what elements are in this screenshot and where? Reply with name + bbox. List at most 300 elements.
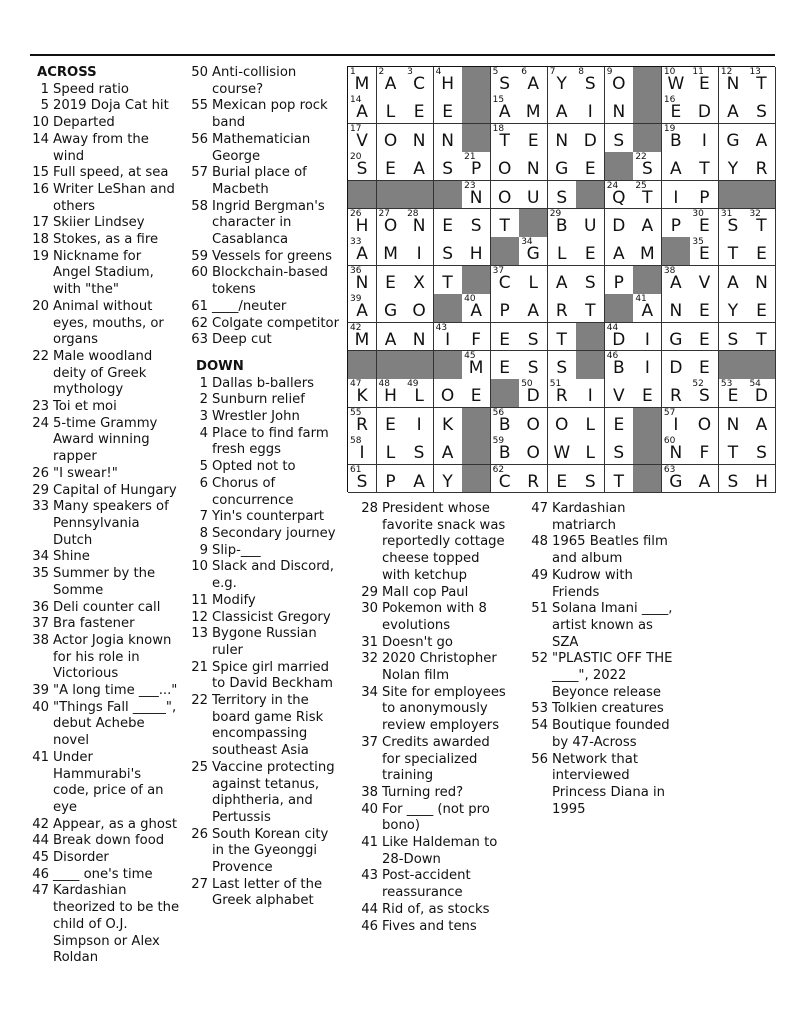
cell-letter: R <box>356 414 368 435</box>
grid-cell[interactable] <box>548 181 577 210</box>
grid-cell[interactable] <box>462 209 491 238</box>
down-clue[interactable] <box>356 802 508 835</box>
grid-cell[interactable] <box>719 294 748 323</box>
grid-cell[interactable] <box>690 351 719 380</box>
down-clue[interactable] <box>356 835 508 868</box>
grid-cell[interactable] <box>405 95 434 124</box>
down-clue[interactable] <box>190 559 340 592</box>
down-clue[interactable] <box>356 635 508 652</box>
grid-cell[interactable] <box>491 67 520 96</box>
grid-cell[interactable] <box>576 237 605 266</box>
grid-cell[interactable] <box>405 408 434 437</box>
across-clue[interactable] <box>190 98 340 131</box>
grid-cell[interactable] <box>519 67 548 96</box>
grid-cell[interactable] <box>377 379 406 408</box>
down-clue[interactable] <box>190 760 340 827</box>
across-clue[interactable] <box>190 249 340 266</box>
grid-cell[interactable] <box>434 436 463 465</box>
down-clue[interactable] <box>356 601 508 634</box>
black-square <box>434 181 463 210</box>
grid-cell[interactable] <box>633 152 662 181</box>
grid-cell[interactable] <box>491 294 520 323</box>
grid-cell[interactable] <box>576 266 605 295</box>
across-clue[interactable] <box>31 700 181 750</box>
down-clue[interactable] <box>190 392 340 409</box>
down-clue[interactable] <box>190 459 340 476</box>
grid-cell[interactable] <box>434 152 463 181</box>
grid-cell[interactable] <box>548 209 577 238</box>
across-clue[interactable] <box>190 316 340 333</box>
grid-cell[interactable] <box>719 95 748 124</box>
grid-cell[interactable] <box>633 351 662 380</box>
grid-cell[interactable] <box>348 465 377 494</box>
grid-cell[interactable] <box>491 323 520 352</box>
grid-cell[interactable] <box>605 436 634 465</box>
grid-cell[interactable] <box>519 266 548 295</box>
grid-cell[interactable] <box>491 152 520 181</box>
grid-cell[interactable] <box>405 379 434 408</box>
grid-cell[interactable] <box>434 379 463 408</box>
down-clue[interactable] <box>190 409 340 426</box>
cell-letter: O <box>526 414 540 435</box>
grid-cell[interactable] <box>548 408 577 437</box>
across-clue[interactable] <box>31 549 181 566</box>
across-clue[interactable] <box>31 817 181 834</box>
grid-cell[interactable] <box>747 465 776 494</box>
grid-cell[interactable] <box>690 181 719 210</box>
grid-cell[interactable] <box>462 351 491 380</box>
grid-cell[interactable] <box>690 408 719 437</box>
grid-cell[interactable] <box>548 266 577 295</box>
across-clue[interactable] <box>31 215 181 232</box>
grid-cell[interactable] <box>576 465 605 494</box>
down-clue[interactable] <box>190 509 340 526</box>
grid-cell[interactable] <box>719 152 748 181</box>
down-clue[interactable] <box>190 376 340 393</box>
across-clue[interactable] <box>31 165 181 182</box>
grid-cell[interactable] <box>548 294 577 323</box>
grid-cell[interactable] <box>405 152 434 181</box>
across-clue[interactable] <box>31 867 181 884</box>
grid-cell[interactable] <box>690 294 719 323</box>
grid-cell[interactable] <box>519 323 548 352</box>
grid-cell[interactable] <box>633 209 662 238</box>
grid-cell[interactable] <box>633 294 662 323</box>
across-clue[interactable] <box>31 750 181 817</box>
grid-cell[interactable] <box>690 379 719 408</box>
down-clue[interactable] <box>526 568 676 601</box>
down-clue[interactable] <box>190 593 340 610</box>
grid-cell[interactable] <box>491 436 520 465</box>
cell-letter: I <box>673 187 679 208</box>
grid-cell[interactable] <box>491 465 520 494</box>
across-clue[interactable] <box>190 265 340 298</box>
grid-cell[interactable] <box>605 408 634 437</box>
grid-cell[interactable] <box>519 436 548 465</box>
cell-number: 42 <box>350 322 362 333</box>
grid-cell[interactable] <box>719 67 748 96</box>
grid-cell[interactable] <box>747 67 776 96</box>
grid-cell[interactable] <box>548 323 577 352</box>
grid-cell[interactable] <box>662 209 691 238</box>
across-clue[interactable] <box>31 499 181 549</box>
down-clue[interactable] <box>356 919 508 936</box>
grid-cell[interactable] <box>605 209 634 238</box>
grid-cell[interactable] <box>377 95 406 124</box>
down-clue[interactable] <box>356 651 508 684</box>
grid-cell[interactable] <box>434 465 463 494</box>
down-clue[interactable] <box>190 660 340 693</box>
grid-cell[interactable] <box>662 351 691 380</box>
down-clue[interactable] <box>526 701 676 718</box>
grid-cell[interactable] <box>605 351 634 380</box>
across-clue[interactable] <box>190 132 340 165</box>
grid-cell[interactable] <box>348 124 377 153</box>
grid-cell[interactable] <box>662 379 691 408</box>
clue-number: 30 <box>361 601 378 617</box>
across-clue[interactable] <box>31 633 181 683</box>
grid-cell[interactable] <box>747 152 776 181</box>
cell-letter: P <box>699 187 710 208</box>
grid-cell[interactable] <box>747 323 776 352</box>
across-clue[interactable] <box>31 600 181 617</box>
grid-cell[interactable] <box>462 379 491 408</box>
grid-cell[interactable] <box>348 237 377 266</box>
clue-number: 17 <box>32 215 49 231</box>
grid-cell[interactable] <box>519 379 548 408</box>
cell-letter: R <box>527 471 540 492</box>
grid-cell[interactable] <box>605 266 634 295</box>
grid-cell[interactable] <box>348 152 377 181</box>
grid-cell[interactable] <box>747 436 776 465</box>
grid-cell[interactable] <box>462 323 491 352</box>
grid-cell[interactable] <box>519 181 548 210</box>
grid-cell[interactable] <box>405 237 434 266</box>
across-clue[interactable] <box>31 399 181 416</box>
grid-cell[interactable] <box>662 124 691 153</box>
grid-cell[interactable] <box>434 323 463 352</box>
grid-cell[interactable] <box>690 465 719 494</box>
grid-cell[interactable] <box>747 237 776 266</box>
across-clue[interactable] <box>31 483 181 500</box>
grid-cell[interactable] <box>348 95 377 124</box>
grid-cell[interactable] <box>719 209 748 238</box>
grid-cell[interactable] <box>662 436 691 465</box>
grid-cell[interactable] <box>519 465 548 494</box>
grid-cell[interactable] <box>377 209 406 238</box>
grid-cell[interactable] <box>405 294 434 323</box>
grid-cell[interactable] <box>462 152 491 181</box>
grid-cell[interactable] <box>377 237 406 266</box>
grid-cell[interactable] <box>405 465 434 494</box>
grid-cell[interactable] <box>690 436 719 465</box>
across-clue[interactable] <box>190 165 340 198</box>
grid-cell[interactable] <box>491 124 520 153</box>
grid-cell[interactable] <box>719 266 748 295</box>
grid-cell[interactable] <box>519 124 548 153</box>
grid-cell[interactable] <box>405 209 434 238</box>
grid-cell[interactable] <box>405 323 434 352</box>
down-clue[interactable] <box>190 877 340 910</box>
clue-number: 29 <box>32 482 49 498</box>
grid-cell[interactable] <box>548 152 577 181</box>
grid-cell[interactable] <box>491 266 520 295</box>
grid-cell[interactable] <box>377 67 406 96</box>
grid-cell[interactable] <box>405 266 434 295</box>
down-clue[interactable] <box>526 752 676 819</box>
across-clue[interactable] <box>190 65 340 98</box>
cell-letter: A <box>641 216 654 236</box>
grid-cell[interactable] <box>462 181 491 210</box>
grid-cell[interactable] <box>519 152 548 181</box>
grid-cell[interactable] <box>491 408 520 437</box>
grid-cell[interactable] <box>576 152 605 181</box>
grid-cell[interactable] <box>519 95 548 124</box>
grid-cell[interactable] <box>690 124 719 153</box>
grid-cell[interactable] <box>690 237 719 266</box>
clue-number: 21 <box>191 659 208 675</box>
grid-cell[interactable] <box>519 408 548 437</box>
grid-cell[interactable] <box>548 67 577 96</box>
black-square <box>348 351 377 380</box>
grid-cell[interactable] <box>348 379 377 408</box>
down-clue[interactable] <box>190 526 340 543</box>
across-clue[interactable] <box>31 115 181 132</box>
grid-cell[interactable] <box>662 181 691 210</box>
down-clue[interactable] <box>190 693 340 760</box>
across-clue[interactable] <box>190 299 340 316</box>
across-clue[interactable] <box>31 683 181 700</box>
down-clue[interactable] <box>356 585 508 602</box>
clue-number: 53 <box>531 701 548 717</box>
grid-cell[interactable] <box>491 95 520 124</box>
grid-cell[interactable] <box>348 323 377 352</box>
grid-cell[interactable] <box>605 124 634 153</box>
grid-cell[interactable] <box>548 124 577 153</box>
grid-cell[interactable] <box>747 266 776 295</box>
grid-cell[interactable] <box>548 436 577 465</box>
down-clue[interactable] <box>526 534 676 567</box>
grid-cell[interactable] <box>377 124 406 153</box>
grid-cell[interactable] <box>719 124 748 153</box>
grid-cell[interactable] <box>519 237 548 266</box>
cell-letter: M <box>468 358 484 378</box>
across-clue[interactable] <box>31 98 181 115</box>
grid-cell[interactable] <box>405 67 434 96</box>
across-clue[interactable] <box>31 850 181 867</box>
grid-cell[interactable] <box>576 294 605 323</box>
across-clue[interactable] <box>31 299 181 349</box>
cell-letter: L <box>585 443 596 464</box>
grid-cell[interactable] <box>605 465 634 494</box>
grid-cell[interactable] <box>747 294 776 323</box>
down-clue[interactable] <box>356 902 508 919</box>
down-clue[interactable] <box>190 543 340 560</box>
grid-cell[interactable] <box>491 209 520 238</box>
cell-letter: T <box>613 471 624 492</box>
down-clue[interactable] <box>190 626 340 659</box>
grid-cell[interactable] <box>348 67 377 96</box>
grid-cell[interactable] <box>519 294 548 323</box>
grid-cell[interactable] <box>434 95 463 124</box>
cell-number: 6 <box>521 67 527 77</box>
down-clue[interactable] <box>526 501 676 534</box>
grid-cell[interactable] <box>719 408 748 437</box>
cell-letter: N <box>412 130 426 151</box>
across-clue[interactable] <box>31 616 181 633</box>
grid-cell[interactable] <box>576 379 605 408</box>
down-clue[interactable] <box>356 785 508 802</box>
grid-cell[interactable] <box>434 266 463 295</box>
grid-cell[interactable] <box>348 294 377 323</box>
grid-cell[interactable] <box>633 237 662 266</box>
cell-letter: T <box>756 216 767 236</box>
across-clue[interactable] <box>31 182 181 215</box>
grid-cell[interactable] <box>576 95 605 124</box>
grid-cell[interactable] <box>405 124 434 153</box>
cell-letter: A <box>527 74 540 94</box>
down-clue[interactable] <box>356 868 508 901</box>
grid-cell[interactable] <box>747 408 776 437</box>
grid-cell[interactable] <box>348 408 377 437</box>
across-clue[interactable] <box>31 249 181 299</box>
grid-cell[interactable] <box>662 323 691 352</box>
grid-cell[interactable] <box>377 152 406 181</box>
grid-cell[interactable] <box>348 436 377 465</box>
down-clue[interactable] <box>356 501 508 585</box>
cell-letter: S <box>556 358 568 378</box>
grid-cell[interactable] <box>605 181 634 210</box>
grid-cell[interactable] <box>690 95 719 124</box>
grid-cell[interactable] <box>348 266 377 295</box>
grid-cell[interactable] <box>633 323 662 352</box>
across-clue[interactable] <box>31 82 181 99</box>
clue-number: 16 <box>32 181 49 197</box>
grid-cell[interactable] <box>719 436 748 465</box>
grid-cell[interactable] <box>633 181 662 210</box>
across-clue[interactable] <box>190 332 340 349</box>
down-clue[interactable] <box>190 426 340 459</box>
black-square <box>747 181 776 210</box>
grid-cell[interactable] <box>434 408 463 437</box>
grid-cell[interactable] <box>747 379 776 408</box>
grid-cell[interactable] <box>377 436 406 465</box>
grid-cell[interactable] <box>377 323 406 352</box>
grid-cell[interactable] <box>605 323 634 352</box>
black-square <box>633 95 662 124</box>
black-square <box>719 351 748 380</box>
grid-cell[interactable] <box>690 209 719 238</box>
grid-cell[interactable] <box>690 323 719 352</box>
grid-cell[interactable] <box>605 67 634 96</box>
grid-cell[interactable] <box>690 266 719 295</box>
grid-cell[interactable] <box>747 124 776 153</box>
grid-cell[interactable] <box>576 209 605 238</box>
grid-cell[interactable] <box>377 465 406 494</box>
grid-cell[interactable] <box>576 408 605 437</box>
down-clue[interactable] <box>526 601 676 651</box>
grid-cell[interactable] <box>662 67 691 96</box>
grid-cell[interactable] <box>377 294 406 323</box>
across-clue[interactable] <box>31 833 181 850</box>
down-clue[interactable] <box>190 610 340 627</box>
cell-letter: E <box>699 216 710 236</box>
cell-letter: O <box>412 301 426 322</box>
grid-cell[interactable] <box>434 209 463 238</box>
grid-cell[interactable] <box>576 436 605 465</box>
grid-cell[interactable] <box>519 351 548 380</box>
down-clue[interactable] <box>356 685 508 735</box>
down-clue[interactable] <box>526 718 676 751</box>
grid-cell[interactable] <box>434 237 463 266</box>
grid-cell[interactable] <box>576 124 605 153</box>
across-clue[interactable] <box>31 132 181 165</box>
grid-cell[interactable] <box>662 152 691 181</box>
grid-cell[interactable] <box>434 124 463 153</box>
grid-cell[interactable] <box>548 237 577 266</box>
grid-cell[interactable] <box>491 181 520 210</box>
grid-cell[interactable] <box>377 408 406 437</box>
down-clue[interactable] <box>356 735 508 785</box>
grid-cell[interactable] <box>491 351 520 380</box>
grid-cell[interactable] <box>548 379 577 408</box>
grid-cell[interactable] <box>548 351 577 380</box>
grid-cell[interactable] <box>548 465 577 494</box>
down-clue[interactable] <box>526 651 676 701</box>
across-clue[interactable] <box>190 199 340 249</box>
grid-cell[interactable] <box>690 67 719 96</box>
across-clue[interactable] <box>31 883 181 967</box>
grid-cell[interactable] <box>348 209 377 238</box>
grid-cell[interactable] <box>434 67 463 96</box>
grid-cell[interactable] <box>605 379 634 408</box>
grid-cell[interactable] <box>662 465 691 494</box>
across-clue[interactable] <box>31 566 181 599</box>
clue-text: South Korean city in the Gyeonggi Provence <box>212 826 329 876</box>
grid-cell[interactable] <box>462 294 491 323</box>
across-clue[interactable] <box>31 466 181 483</box>
across-clue[interactable] <box>31 232 181 249</box>
cell-letter: V <box>612 386 625 407</box>
grid-cell[interactable] <box>605 237 634 266</box>
grid-cell[interactable] <box>662 408 691 437</box>
clue-text: Solana Imani ____, artist known as SZA <box>552 601 673 650</box>
grid-cell[interactable] <box>719 323 748 352</box>
down-clue[interactable] <box>190 827 340 877</box>
grid-cell[interactable] <box>719 465 748 494</box>
grid-cell[interactable] <box>377 266 406 295</box>
grid-cell[interactable] <box>633 379 662 408</box>
cell-number: 13 <box>749 67 761 77</box>
down-clue[interactable] <box>190 476 340 509</box>
across-clue[interactable] <box>31 349 181 399</box>
grid-cell[interactable] <box>605 95 634 124</box>
grid-cell[interactable] <box>747 95 776 124</box>
grid-cell[interactable] <box>690 152 719 181</box>
grid-cell[interactable] <box>548 95 577 124</box>
grid-cell[interactable] <box>719 379 748 408</box>
grid-cell[interactable] <box>405 436 434 465</box>
grid-cell[interactable] <box>576 67 605 96</box>
grid-cell[interactable] <box>747 209 776 238</box>
clue-text: "Things Fall _____", debut Achebe novel <box>53 699 177 749</box>
grid-cell[interactable] <box>662 294 691 323</box>
grid-cell[interactable] <box>719 237 748 266</box>
grid-cell[interactable] <box>462 237 491 266</box>
across-clue[interactable] <box>31 416 181 466</box>
grid-cell[interactable] <box>662 266 691 295</box>
grid-cell[interactable] <box>662 95 691 124</box>
